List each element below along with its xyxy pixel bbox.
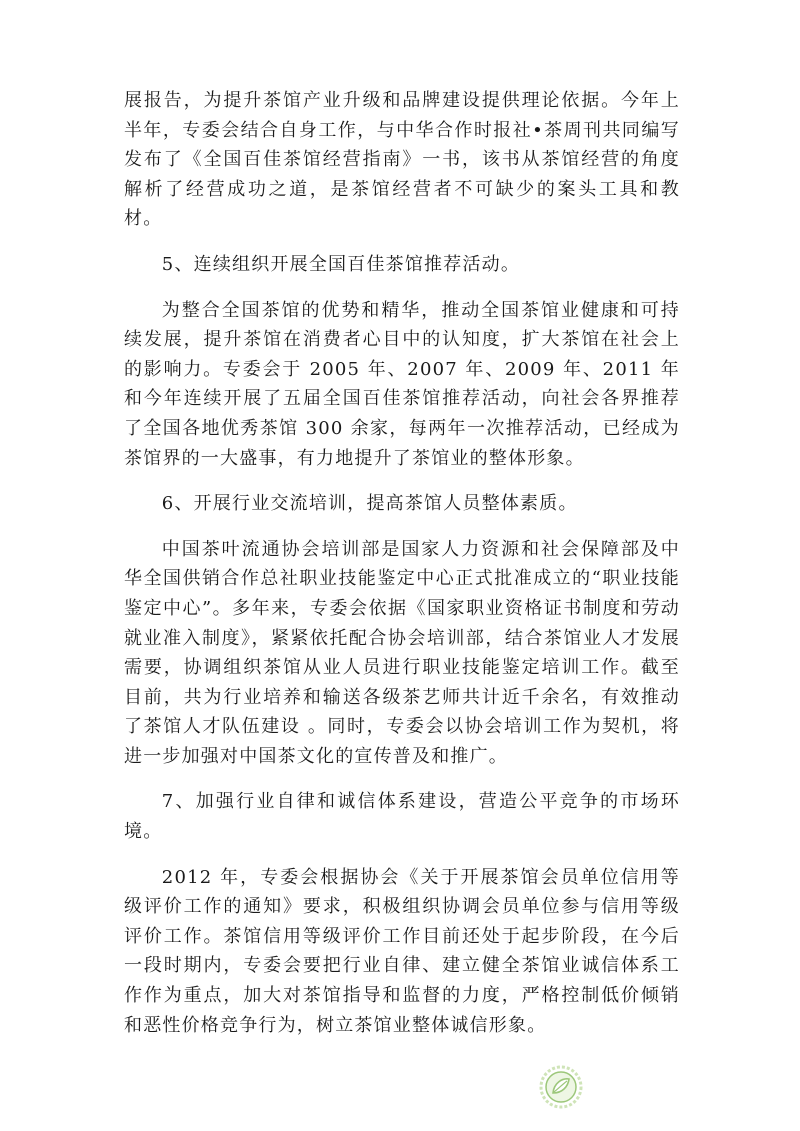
paragraph-section-6: 中国茶叶流通协会培训部是国家人力资源和社会保障部及中华全国供销合作总社职业技能鉴定中心正式批准成立的“职业技能鉴定中心”。多年来，专委会依据《国家职业资格证书制度和劳动就业准入制度》，紧紧依托配合协会培训部，结合茶馆业人才发展需要，协调组织茶馆从业人员进行职业技能鉴定培训工作。截至目前，共为行业培养和输送各级茶艺师共计近千余名，有效推动了茶馆人才队伍建设 。同时，专委会以协会培训工作为契机，将进一步加强对中国茶文化的宣传普及和推广。 xyxy=(124,538,680,767)
paragraph-section-5: 为整合全国茶馆的优势和精华，推动全国茶馆业健康和可持续发展，提升茶馆在消费者心目中的认知度，扩大茶馆在社会上的影响力。专委会于 2005 年、2007 年、2009 年、2011 年和今年连续开展了五届全国百佳茶馆推荐活动，向社会各界推荐了全国各地优秀茶馆 300 余家，每两年一次推荐活动，已经成为茶馆界的一大盛事，有力地提升了茶馆业的整体形象。 xyxy=(124,299,680,469)
section-heading-5: 5、连续组织开展全国百佳茶馆推荐活动。 xyxy=(161,253,521,275)
section-heading-6: 6、开展行业交流培训，提高茶馆人员整体素质。 xyxy=(161,493,578,515)
leaf-logo-icon xyxy=(538,1064,584,1110)
section-heading-7: 7、加强行业自律和诚信体系建设，营造公平竞争的市场环境。 xyxy=(124,791,680,843)
document-page xyxy=(124,86,680,1040)
paragraph-section-7: 2012 年，专委会根据协会《关于开展茶馆会员单位信用等级评价工作的通知》要求，积极组织协调会员单位参与信用等级评价工作。茶馆信用等级评价工作目前还处于起步阶段，在今后一段时期内，专委会要把行业自律、建立健全茶馆业诚信体系工作作为重点，加大对茶馆指导和监督的力度，严格控制低价倾销和恶性价格竞争行为，树立茶馆业整体诚信形象。 xyxy=(124,866,680,1036)
paragraph-intro-continued: 展报告，为提升茶馆产业升级和品牌建设提供理论依据。今年上半年，专委会结合自身工作，与中华合作时报社•茶周刊共同编写发布了《全国百佳茶馆经营指南》一书，该书从茶馆经营的角度解析了经营成功之道，是茶馆经营者不可缺少的案头工具和教材。 xyxy=(124,90,680,230)
